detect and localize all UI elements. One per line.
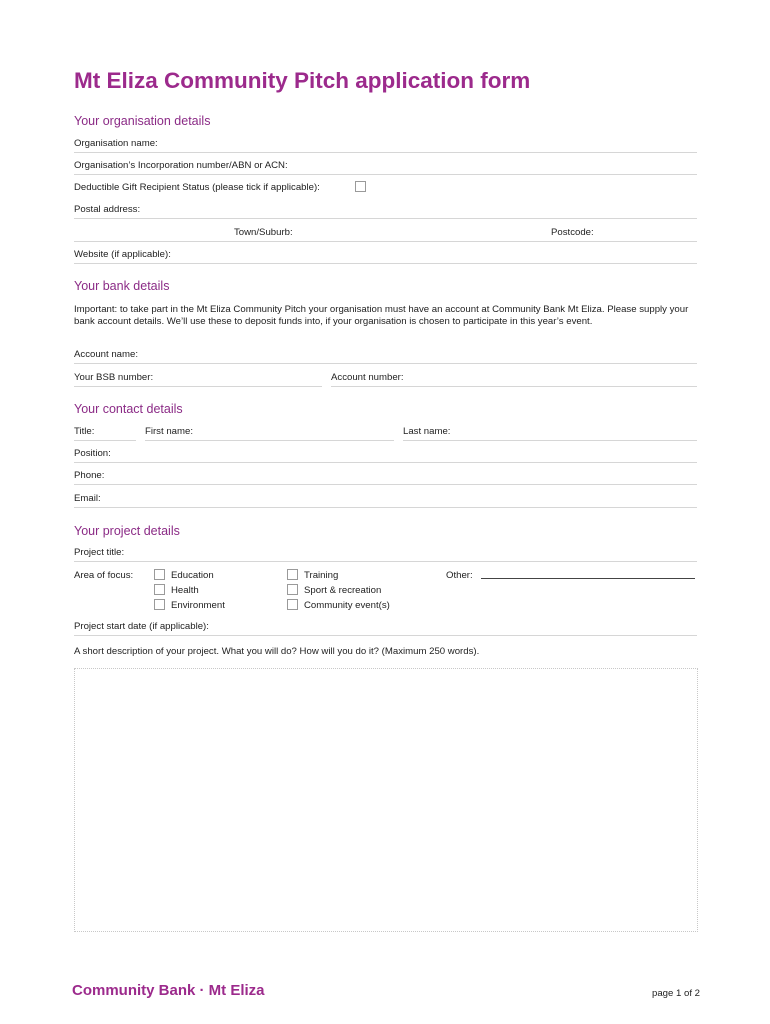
project-start-date-field[interactable] — [74, 618, 697, 636]
last-name-label: Last name: — [403, 426, 451, 437]
abn-label: Organisation’s Incorporation number/ABN or ACN: — [74, 160, 288, 171]
first-name-field[interactable] — [145, 423, 394, 441]
training-label: Training — [304, 570, 339, 581]
postcode-label: Postcode: — [551, 227, 594, 238]
education-label: Education — [171, 570, 214, 581]
account-number-label: Account number: — [331, 372, 404, 383]
phone-field[interactable] — [74, 467, 697, 485]
title-field[interactable] — [74, 423, 136, 441]
project-description-textarea[interactable] — [74, 668, 698, 932]
last-name-field[interactable] — [403, 423, 697, 441]
health-checkbox[interactable] — [154, 584, 165, 595]
community-events-label: Community event(s) — [304, 600, 390, 611]
project-title-label: Project title: — [74, 547, 125, 558]
phone-label: Phone: — [74, 470, 105, 481]
description-label: A short description of your project. What you will do? How will you do it? (Maximum 250 words). — [74, 646, 480, 657]
health-label: Health — [171, 585, 199, 596]
organisation-name-field[interactable] — [74, 135, 697, 153]
bank-note: Important: to take part in the Mt Eliza Community Pitch your organisation must have an account at Community Bank Mt Eliza. Please supply your bank account details. We’ll use these to deposit funds into, if your organisation is chosen to participate in this year’s event. — [74, 304, 689, 327]
account-name-label: Account name: — [74, 349, 138, 360]
town-label: Town/Suburb: — [234, 227, 293, 238]
position-field[interactable] — [74, 445, 697, 463]
project-start-date-label: Project start date (if applicable): — [74, 621, 209, 632]
sport-recreation-checkbox[interactable] — [287, 584, 298, 595]
organisation-name-label: Organisation name: — [74, 138, 158, 149]
website-label: Website (if applicable): — [74, 249, 171, 260]
project-title-field[interactable] — [74, 544, 697, 562]
account-name-field[interactable] — [74, 346, 697, 364]
section-heading-organisation: Your organisation details — [74, 114, 211, 128]
page-number: page 1 of 2 — [652, 988, 701, 999]
dgr-checkbox[interactable] — [355, 181, 366, 192]
other-label: Other: — [446, 570, 473, 581]
account-number-field[interactable] — [331, 369, 697, 387]
dgr-label: Deductible Gift Recipient Status (please tick if applicable): — [74, 182, 320, 193]
position-label: Position: — [74, 448, 111, 459]
title-label: Title: — [74, 426, 95, 437]
bsb-field[interactable] — [74, 369, 322, 387]
postal-address-label: Postal address: — [74, 204, 141, 215]
abn-field[interactable] — [74, 157, 697, 175]
postal-address-field[interactable] — [74, 201, 697, 219]
environment-label: Environment — [171, 600, 225, 611]
environment-checkbox[interactable] — [154, 599, 165, 610]
email-field[interactable] — [74, 490, 697, 508]
town-postcode-row[interactable] — [74, 224, 697, 242]
page-title: Mt Eliza Community Pitch application form — [74, 68, 531, 93]
other-input[interactable] — [481, 567, 695, 579]
area-of-focus-label: Area of focus: — [74, 570, 134, 581]
bsb-label: Your BSB number: — [74, 372, 154, 383]
email-label: Email: — [74, 493, 101, 504]
sport-recreation-label: Sport & recreation — [304, 585, 382, 596]
section-heading-bank: Your bank details — [74, 279, 170, 293]
education-checkbox[interactable] — [154, 569, 165, 580]
community-events-checkbox[interactable] — [287, 599, 298, 610]
community-bank-logo: Community Bank · Mt Eliza — [72, 982, 265, 999]
first-name-label: First name: — [145, 426, 193, 437]
website-field[interactable] — [74, 246, 697, 264]
section-heading-contact: Your contact details — [74, 402, 183, 416]
section-heading-project: Your project details — [74, 524, 180, 538]
training-checkbox[interactable] — [287, 569, 298, 580]
